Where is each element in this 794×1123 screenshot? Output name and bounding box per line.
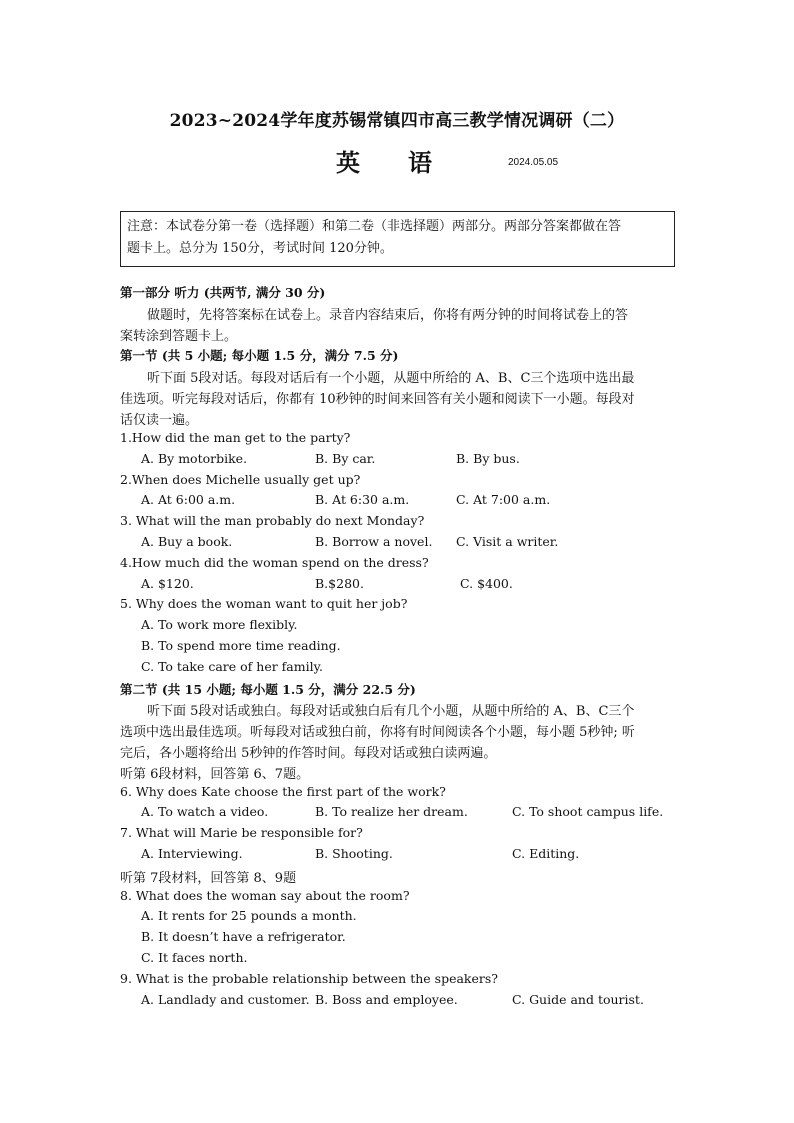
question-8: 8. What does the woman say about the room? bbox=[120, 888, 410, 903]
part1-intro-cont: 案转涂到答题卡上。 bbox=[120, 329, 238, 344]
q1-option-c: B. By bus. bbox=[456, 451, 520, 466]
q3-option-a: A. Buy a book. bbox=[141, 534, 233, 549]
section2-intro-cont: 选项中选出最佳选项。听每段对话或独白前，你将有时间阅读各个小题，每小题 5秒钟; 听 bbox=[120, 725, 635, 740]
q1-option-a: A. By motorbike. bbox=[141, 451, 248, 466]
exam-date: 2024.05.05 bbox=[508, 157, 559, 168]
question-9: 9. What is the probable relationship between the speakers? bbox=[120, 971, 498, 986]
notice-label: 注意： bbox=[127, 219, 167, 234]
subject-title bbox=[336, 143, 432, 178]
q5-option-c: C. To take care of her family. bbox=[141, 659, 323, 674]
q8-option-b: B. It doesn’t have a refrigerator. bbox=[141, 929, 346, 944]
part1-heading: 第一部分 听力 (共两节, 满分 30 分) bbox=[120, 285, 326, 300]
exam-title: 2023~2024学年度苏锡常镇四市高三教学情况调研（二） bbox=[169, 111, 625, 131]
question-6: 6. Why does Kate choose the first part of the work? bbox=[120, 784, 446, 799]
section2-intro-end: 完后，各小题将给出 5秒钟的作答时间。每段对话或独白读两遍。 bbox=[120, 746, 497, 761]
material-7-note: 听第 7段材料，回答第 8、9题 bbox=[120, 871, 297, 886]
section1-heading: 第一节 (共 5 小题; 每小题 1.5 分，满分 7.5 分) bbox=[120, 348, 399, 363]
q9-option-a: A. Landlady and customer. bbox=[141, 992, 310, 1007]
q6-option-b: B. To realize her dream. bbox=[315, 804, 468, 819]
section1-intro-end: 话仅读一遍。 bbox=[120, 413, 199, 428]
section1-intro: 听下面 5段对话。每段对话后有一个小题，从题中所给的 A、B、C三个选项中选出最 bbox=[147, 371, 635, 386]
section1-intro-cont: 佳选项。听完每段对话后，你都有 10秒钟的时间来回答有关小题和阅读下一小题。每段对 bbox=[120, 392, 635, 407]
subject-char-2: 语 bbox=[408, 148, 432, 177]
q7-option-b: B. Shooting. bbox=[315, 846, 393, 861]
q5-option-b: B. To spend more time reading. bbox=[141, 638, 341, 653]
q8-option-a: A. It rents for 25 pounds a month. bbox=[141, 908, 357, 923]
notice-line-1: 注意：本试卷分第一卷（选择题）和第二卷（非选择题）两部分。两部分答案都做在答 bbox=[127, 219, 622, 234]
q9-option-c: C. Guide and tourist. bbox=[512, 992, 644, 1007]
q6-option-a: A. To watch a video. bbox=[141, 804, 269, 819]
q7-option-a: A. Interviewing. bbox=[141, 846, 243, 861]
q4-option-b: B.$280. bbox=[315, 576, 364, 591]
q9-option-b: B. Boss and employee. bbox=[315, 992, 458, 1007]
q2-option-b: B. At 6:30 a.m. bbox=[315, 492, 410, 507]
question-2: 2.When does Michelle usually get up? bbox=[120, 472, 361, 487]
section2-heading: 第二节 (共 15 小题; 每小题 1.5 分，满分 22.5 分) bbox=[120, 682, 416, 697]
q2-option-a: A. At 6:00 a.m. bbox=[141, 492, 236, 507]
q4-option-c: C. $400. bbox=[460, 576, 513, 591]
section2-intro: 听下面 5段对话或独白。每段对话或独白后有几个小题，从题中所给的 A、B、C三个 bbox=[147, 704, 635, 719]
question-5: 5. Why does the woman want to quit her job? bbox=[120, 596, 408, 611]
material-6-note: 听第 6段材料，回答第 6、7题。 bbox=[120, 767, 310, 782]
q3-option-b: B. Borrow a novel. bbox=[315, 534, 433, 549]
q4-option-a: A. $120. bbox=[141, 576, 194, 591]
question-3: 3. What will the man probably do next Monday? bbox=[120, 513, 425, 528]
subject-char-1: 英 bbox=[336, 148, 360, 177]
q7-option-c: C. Editing. bbox=[512, 846, 580, 861]
q1-option-b: B. By car. bbox=[315, 451, 376, 466]
q8-option-c: C. It faces north. bbox=[141, 950, 248, 965]
q3-option-c: C. Visit a writer. bbox=[456, 534, 559, 549]
q2-option-c: C. At 7:00 a.m. bbox=[456, 492, 551, 507]
question-7: 7. What will Marie be responsible for? bbox=[120, 825, 363, 840]
question-1: 1.How did the man get to the party? bbox=[120, 430, 351, 445]
part1-intro: 做题时，先将答案标在试卷上。录音内容结束后，你将有两分钟的时间将试卷上的答 bbox=[147, 308, 629, 323]
q6-option-c: C. To shoot campus life. bbox=[512, 804, 664, 819]
notice-line-2: 题卡上。总分为 150分，考试时间 120分钟。 bbox=[127, 241, 393, 256]
notice-box bbox=[120, 211, 675, 267]
question-4: 4.How much did the woman spend on the dress? bbox=[120, 555, 429, 570]
q5-option-a: A. To work more flexibly. bbox=[141, 617, 298, 632]
